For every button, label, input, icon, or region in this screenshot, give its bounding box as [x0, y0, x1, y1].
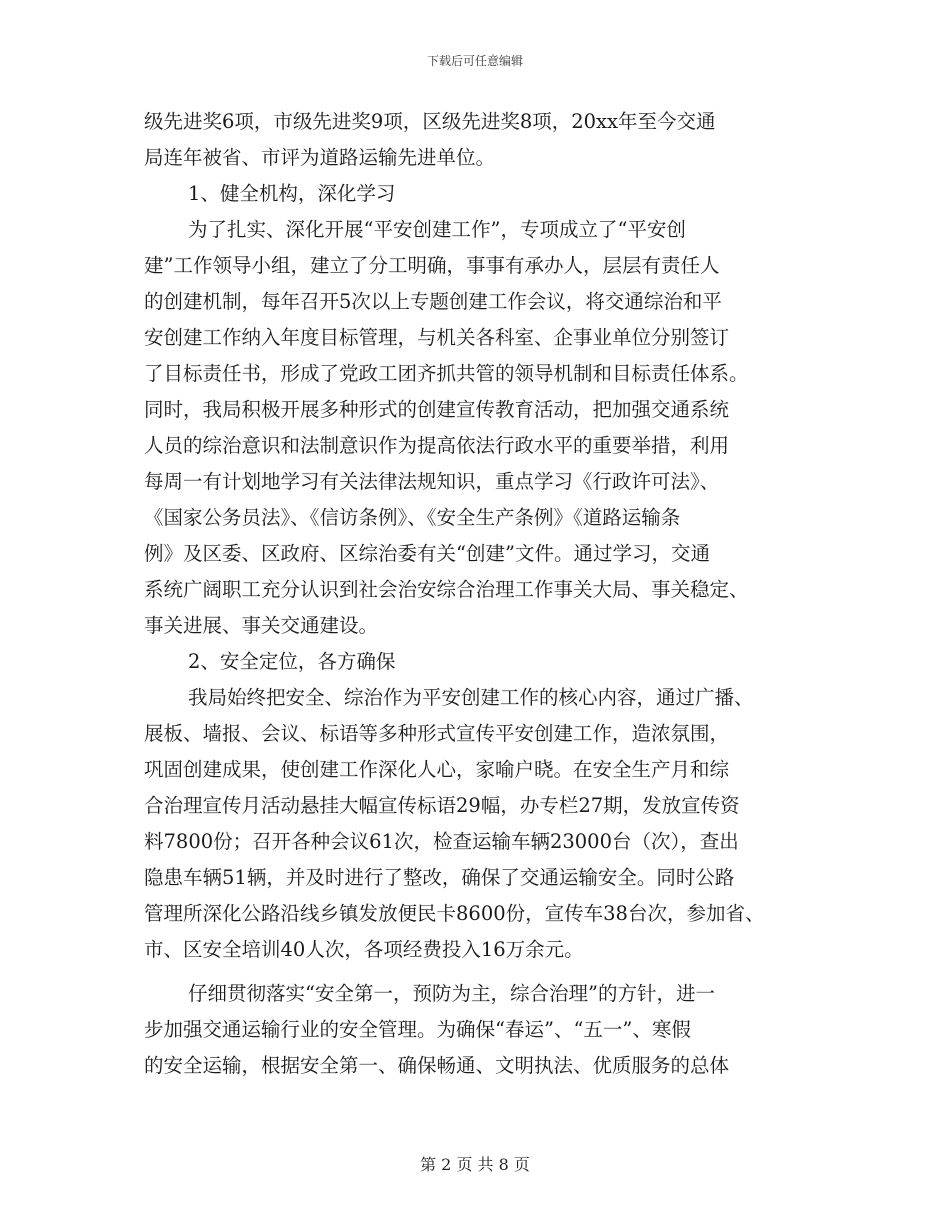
text-line: 管理所深化公路沿线乡镇发放便民卡8600份，宣传车38台次，参加省、 [144, 902, 765, 925]
text-line: 安创建工作纳入年度目标管理，与机关各科室、企事业单位分别签订 [144, 326, 730, 349]
text-line: 料7800份；召开各种会议61次，检查运输车辆23000台（次），查出 [144, 830, 739, 853]
page-number-footer: 第 2 页 共 8 页 [420, 1155, 530, 1174]
text-line: 了目标责任书，形成了党政工团齐抓共管的领导机制和目标责任体系。 [144, 362, 749, 385]
text-line: 我局始终把安全、综治作为平安创建工作的核心内容，通过广播、 [188, 686, 754, 709]
text-line: 隐患车辆51辆，并及时进行了整改，确保了交通运输安全。同时公路 [144, 866, 735, 889]
text-line: 例》及区委、区政府、区综治委有关“创建”文件。通过学习，交通 [144, 542, 710, 565]
page-header: 下载后可任意编辑 [426, 54, 523, 68]
text-line: 人员的综治意识和法制意识作为提高依法行政水平的重要举措，利用 [144, 434, 730, 457]
text-line: 局连年被省、市评为道路运输先进单位。 [144, 146, 496, 169]
text-line: 建”工作领导小组，建立了分工明确，事事有承办人，层层有责任人 [144, 254, 720, 277]
text-line: 事关进展、事关交通建设。 [144, 614, 379, 637]
text-line: 每周一有计划地学习有关法律法规知识，重点学习《行政许可法》、 [144, 470, 720, 493]
section-heading: 2、安全定位，各方确保 [188, 650, 396, 673]
text-line: 级先进奖6项，市级先进奖9项，区级先进奖8项，20xx年至今交通 [144, 110, 716, 133]
text-line: 的创建机制，每年召开5次以上专题创建工作会议，将交通综治和平 [144, 290, 722, 313]
text-line: 巩固创建成果，使创建工作深化人心，家喻户晓。在安全生产月和综 [144, 758, 730, 781]
text-line: 仔细贯彻落实“安全第一，预防为主，综合治理”的方针，进一 [188, 982, 715, 1005]
text-line: 系统广阔职工充分认识到社会治安综合治理工作事关大局、事关稳定、 [144, 578, 749, 601]
text-line: 为了扎实、深化开展“平安创建工作”，专项成立了“平安创 [188, 218, 686, 241]
text-line: 展板、墙报、会议、标语等多种形式宣传平安创建工作，造浓氛围， [144, 722, 730, 745]
text-line: 步加强交通运输行业的安全管理。为确保“春运”、“五一”、寒假 [144, 1018, 691, 1041]
text-line: 合治理宣传月活动悬挂大幅宣传标语29幅，办专栏27期，发放宣传资 [144, 794, 740, 817]
text-line: 《国家公务员法》、《信访条例》、《安全生产条例》《道路运输条 [144, 506, 681, 529]
text-line: 市、区安全培训40人次，各项经费投入16万余元。 [144, 938, 584, 961]
text-line: 同时，我局积极开展多种形式的创建宣传教育活动，把加强交通系统 [144, 398, 730, 421]
document-body [144, 104, 804, 1084]
text-line: 的安全运输，根据安全第一、确保畅通、文明执法、优质服务的总体 [144, 1054, 730, 1077]
section-heading: 1、健全机构，深化学习 [188, 182, 396, 205]
